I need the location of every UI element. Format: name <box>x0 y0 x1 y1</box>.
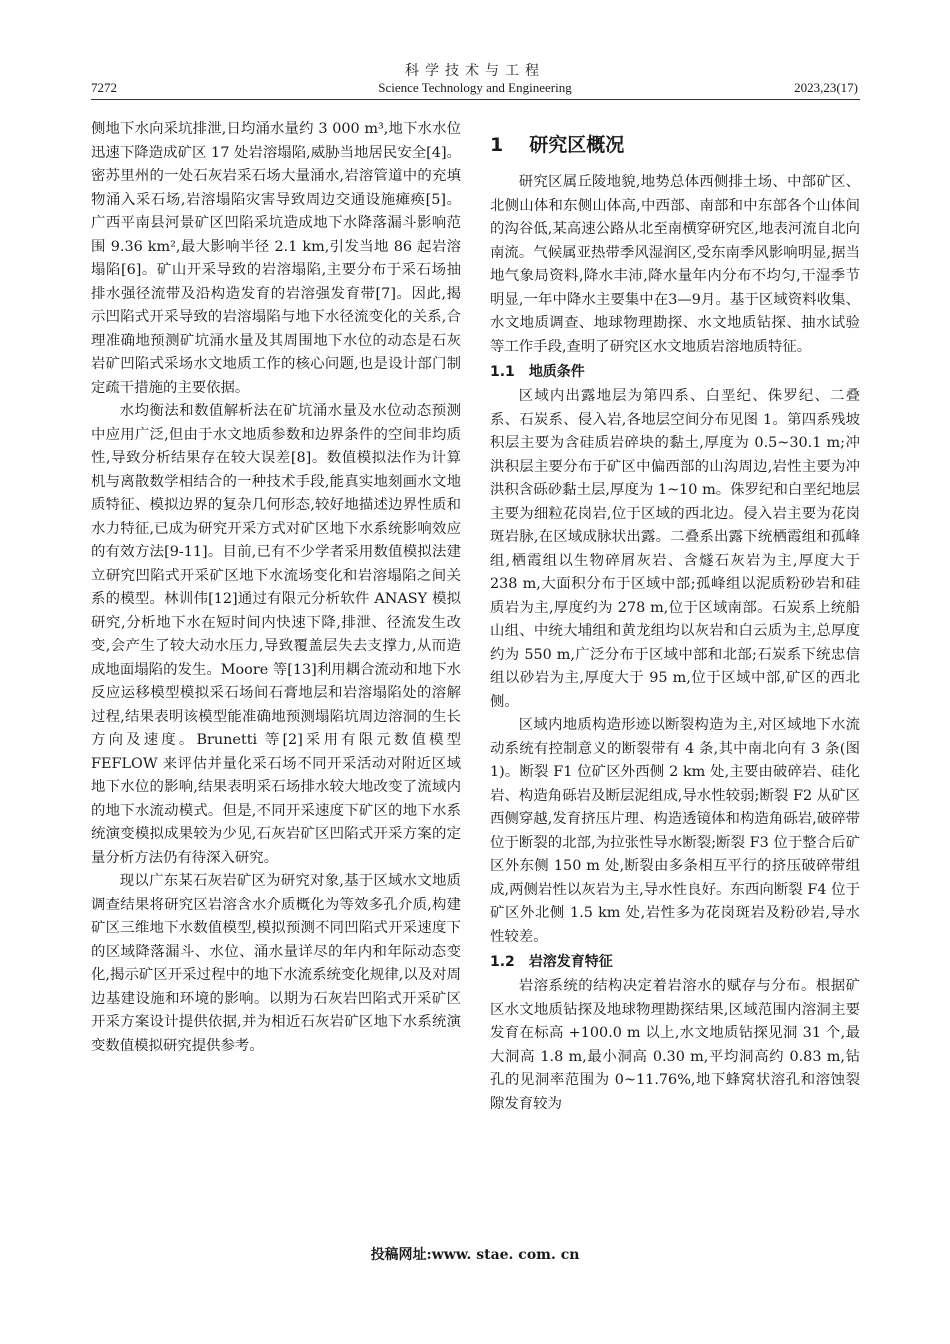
journal-title-en: Science Technology and Engineering <box>378 80 572 95</box>
submission-url: 投稿网址:www. stae. com. cn <box>370 1247 580 1263</box>
paragraph: 区域内地质构造形迹以断裂构造为主,对区域地下水流动系统有控制意义的断裂带有 4 条,其中南北向有 3 条(图 1)。断裂 F1 位矿区外西侧 2 km 处,主要由破碎岩、硅化岩、构造角砾岩及断层泥组成,导水性较弱;断裂 F2 从矿区西侧穿越,发育挤压片理、构造透镜体和构造角砾岩,破碎带位于断裂的北部,为拉张性导水断裂;断裂 F3 位于整合后矿区外东侧 150 m 处,断裂由多条相互平行的挤压破碎带组成,两侧岩性以灰岩为主,导水性良好。东西向断裂 F4 位于矿区外北侧 1.5 km 处,岩性多为花岗斑岩及粉砂岩,导水性较差。 <box>490 717 860 945</box>
paragraph: 研究区属丘陵地貌,地势总体西侧排土场、中部矿区、北侧山体和东侧山体高,中西部、南部和中东部各个山体间的沟谷低,某高速公路从北至南横穿研究区,地表河流自北向南流。气候属亚热带季风湿润区,受东南季风影响明显,据当地气象局资料,降水丰沛,降水量年内分布不均匀,干湿季节明显,一年中降水主要集中在3—9月。基于区域资料收集、水文地质调查、地球物理勘探、水文地质钻探、抽水试验等工作手段,查明了研究区水文地质岩溶地质特征。 <box>490 174 860 355</box>
section-heading <box>490 130 860 157</box>
issue-info: 2023,23(17) <box>794 80 858 95</box>
journal-title-cn: 科学技术与工程 <box>405 63 545 79</box>
paragraph: 侧地下水向采坑排泄,日均涌水量约 3 000 m³,地下水水位迅速下降造成矿区 17 处岩溶塌陷,威胁当地居民安全[4]。密苏里州的一处石灰岩采石场大量涌水,岩溶管道中的充填物涌入采石场,岩溶塌陷灾害导致周边交通设施瘫痪[5]。广西平南县河景矿区凹陷采坑造成地下水降落漏斗影响范围 9.36 km²,最大影响半径 2.1 km,引发当地 86 起岩溶塌陷[6]。矿山开采导致的岩溶塌陷,主要分布于采石场抽排水强径流带及沿构造发育的岩溶强发育带[7]。因此,揭示凹陷式开采导致的岩溶塌陷与地下水径流变化的关系,合理准确地预测矿坑涌水量及其周围地下水位的动态是石灰岩矿凹陷式采场水文地质工作的核心问题,也是设计部门制定疏干措施的主要依据。 <box>91 121 461 396</box>
paragraph: 水均衡法和数值解析法在矿坑涌水量及水位动态预测中应用广泛,但由于水文地质参数和边界条件的空间非均质性,导致分析结果存在较大误差[8]。数值模拟法作为计算机与离散数学相结合的一种技术手段,能真实地刻画水文地质特征、模拟边界的复杂几何形态,较好地描述边界性质和水力特征,已成为研究开采方式对矿区地下水系统影响效应的有效方法[9-11]。目前,已有不少学者采用数值模拟法建立研究凹陷式开采矿区地下水流场变化和岩溶塌陷之间关系的模型。林训伟[12]通过有限元分析软件 ANASY 模拟研究,分析地下水在短时间内快速下降,排泄、径流发生改变,会产生了较大动水压力,导致覆盖层失去支撑力,从而造成地面塌陷的发生。Moore 等[13]利用耦合流动和地下水反应运移模型模拟采石场间石膏地层和岩溶塌陷处的溶解过程,结果表明该模型能准确地预测塌陷坑周边溶洞的生长方向及速度。Brunetti 等[2]采用有限元数值模型 FEFLOW 来评估并量化采石场不同开采活动对附近区域地下水位的影响,结果表明采石场排水较大地改变了流域内的地下水流动模式。但是,不同开采速度下矿区的地下水系统演变模拟成果较为少见,石灰岩矿区凹陷式开采方案的定量分析方法仍有待深入研究。 <box>91 403 461 866</box>
subsection-title: 岩溶发育特征 <box>528 954 613 970</box>
paragraph: 区域内出露地层为第四系、白垩纪、侏罗纪、二叠系、石炭系、侵入岩,各地层空间分布见图 1。第四系残坡积层主要为含硅质岩碎块的黏土,厚度为 0.5~30.1 m;冲洪积层主要分布于矿区中偏西部的山沟周边,岩性主要为冲洪积含砾砂黏土层,厚度为 1~10 m。侏罗纪和白垩纪地层主要为细粒花岗岩,位于区域的西北边。侵入岩主要为花岗斑岩脉,在区域成脉状出露。二叠系出露下统栖霞组和孤峰组,栖霞组以生物碎屑灰岩、含燧石灰岩为主,厚度大于 238 m,大面积分布于区域中部;孤峰组以泥质粉砂岩和硅质岩为主,厚度约为 278 m,位于区域南部。石炭系上统船山组、中统大埔组和黄龙组均以灰岩和白云质为主,总厚度约为 550 m,广泛分布于区域中部和北部;石炭系下统忠信组以砂岩为主,厚度大于 95 m,位于区域中部,矿区的西北侧。 <box>490 388 860 710</box>
subsection-heading <box>490 361 860 383</box>
section-number: 1 <box>490 134 504 156</box>
subsection-title: 地质条件 <box>528 364 585 380</box>
header-rule <box>91 99 860 100</box>
page-number: 7272 <box>91 80 117 95</box>
right-column <box>490 118 860 1116</box>
subsection-number: 1.1 <box>490 364 515 380</box>
section-title: 研究区概况 <box>529 134 625 156</box>
paragraph: 岩溶系统的结构决定着岩溶水的赋存与分布。根据矿区水文地质钻探及地球物理勘探结果,区域范围内溶洞主要发育在标高 +100.0 m 以上,水文地质钻探见洞 31 个,最大洞高 1.8 m,最小洞高 0.30 m,平均洞高约 0.83 m,钻孔的见洞率范围为 0~11.76%,地下蜂窝状溶孔和溶蚀裂隙发育较为 <box>490 978 860 1112</box>
left-column <box>91 118 461 1058</box>
paragraph: 现以广东某石灰岩矿区为研究对象,基于区域水文地质调查结果将研究区岩溶含水介质概化为等效多孔介质,构建矿区三维地下水数值模型,模拟预测不同凹陷式开采速度下的区域降落漏斗、水位、涌水量详尽的年内和年际动态变化,揭示矿区开采过程中的地下水流系统变化规律,以及对周边基建设施和环境的影响。以期为石灰岩凹陷式开采矿区开采方案设计提供依据,并为相近石灰岩矿区地下水系统演变数值模拟研究提供参考。 <box>91 873 461 1054</box>
subsection-number: 1.2 <box>490 954 515 970</box>
subsection-heading <box>490 951 860 973</box>
